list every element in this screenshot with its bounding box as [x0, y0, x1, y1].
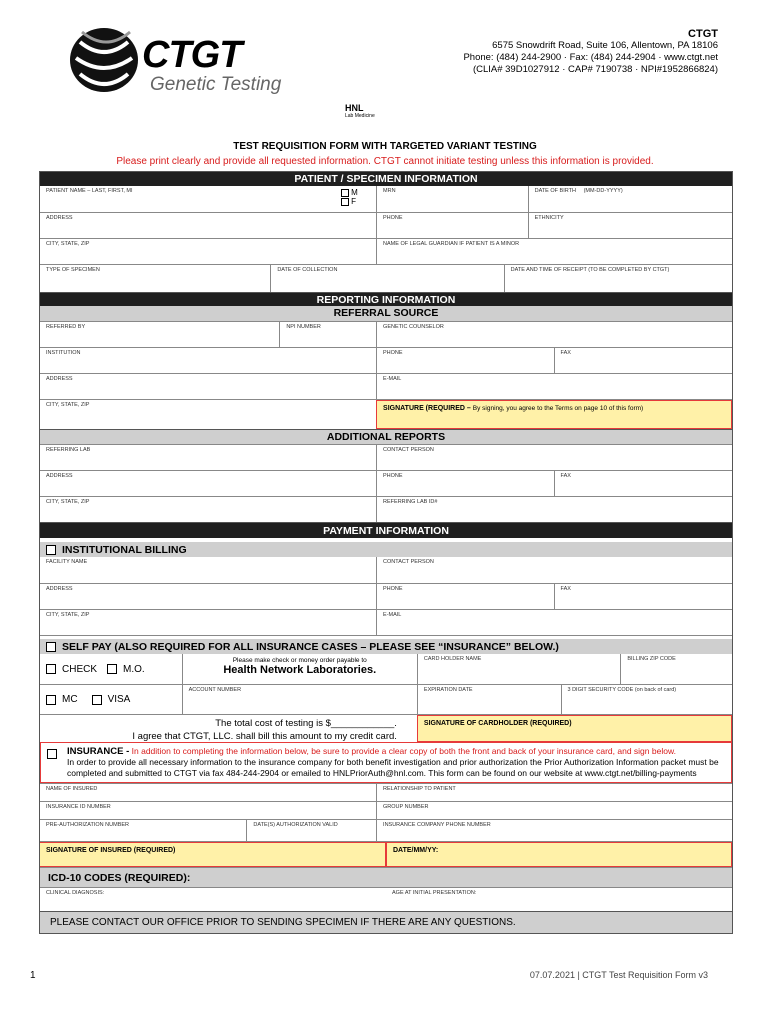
- relationship-field[interactable]: RELATIONSHIP TO PATIENT: [376, 784, 732, 801]
- auth-valid-dates-field[interactable]: DATE(S) AUTHORIZATION VALID: [246, 820, 376, 841]
- additional-row-1: [40, 444, 732, 470]
- mc-checkbox[interactable]: [46, 695, 56, 705]
- reporting-section-bar: REPORTING INFORMATION: [40, 292, 732, 306]
- hnl-logo: [345, 103, 375, 119]
- sex-m-option[interactable]: M: [341, 188, 374, 197]
- institutional-billing-label: INSTITUTIONAL BILLING: [62, 543, 187, 556]
- additional-row-2: [40, 470, 732, 496]
- self-pay-label: SELF PAY (ALSO REQUIRED FOR ALL INSURANCE CASES – PLEASE SEE “INSURANCE” BELOW.): [62, 640, 559, 653]
- payment-method-row-2: [40, 684, 732, 714]
- patient-row-3: [40, 238, 732, 264]
- insurance-row-3: [40, 819, 732, 841]
- page-number: 1: [30, 970, 36, 981]
- insurance-signature-row: [40, 841, 732, 867]
- account-number-field[interactable]: ACCOUNT NUMBER: [182, 685, 417, 714]
- facility-name-field[interactable]: FACILITY NAME: [46, 559, 88, 565]
- mo-option[interactable]: M.O.: [107, 664, 145, 675]
- additional-reports-bar: ADDITIONAL REPORTS: [40, 429, 732, 444]
- patient-csz-field[interactable]: CITY, STATE, ZIP: [46, 241, 90, 247]
- company-name: CTGT: [688, 28, 718, 40]
- payment-row-2: [40, 583, 732, 609]
- patient-phone-field[interactable]: PHONE: [376, 213, 528, 238]
- additional-contact-field[interactable]: CONTACT PERSON: [376, 445, 732, 470]
- payment-address-field[interactable]: ADDRESS: [46, 586, 73, 592]
- logo-subtitle: Genetic Testing: [150, 74, 282, 95]
- referral-fax-field[interactable]: FAX: [554, 348, 732, 373]
- insurance-row-1: [40, 783, 732, 801]
- patient-row-4: [40, 264, 732, 292]
- payment-contact-field[interactable]: CONTACT PERSON: [376, 557, 732, 583]
- self-pay-checkbox[interactable]: [46, 642, 56, 652]
- payment-section-bar: PAYMENT INFORMATION: [40, 522, 732, 538]
- referral-row-4: [40, 399, 732, 429]
- insurance-notice: [40, 742, 732, 783]
- mc-option[interactable]: MC: [46, 694, 78, 705]
- counselor-field[interactable]: GENETIC COUNSELOR: [376, 322, 732, 347]
- additional-fax-field[interactable]: FAX: [554, 471, 732, 496]
- npi-field[interactable]: NPI NUMBER: [279, 322, 376, 347]
- referral-signature-field[interactable]: SIGNATURE (REQUIRED – By signing, you agree to the Terms on page 10 of this form): [376, 400, 732, 429]
- receipt-date-field: DATE AND TIME OF RECEIPT (TO BE COMPLETED BY CTGT): [504, 265, 732, 292]
- contact-notice: PLEASE CONTACT OUR OFFICE PRIOR TO SENDING SPECIMEN IF THERE ARE ANY QUESTIONS.: [40, 911, 732, 933]
- payable-info: Please make check or money order payable to Health Network Laboratories.: [182, 654, 417, 684]
- sex-f-checkbox[interactable]: [341, 198, 349, 206]
- insured-signature-field[interactable]: SIGNATURE OF INSURED (REQUIRED): [40, 842, 386, 867]
- additional-csz-field[interactable]: CITY, STATE, ZIP: [46, 499, 90, 505]
- referral-email-field[interactable]: E-MAIL: [376, 374, 732, 399]
- insurance-warning: In addition to completing the information below, be sure to provide a clear copy of both the front and back of your insurance card, and sign below.: [129, 746, 676, 756]
- referral-row-2: [40, 347, 732, 373]
- insured-name-field[interactable]: NAME OF INSURED: [46, 786, 98, 792]
- insurance-row-2: [40, 801, 732, 819]
- group-number-field[interactable]: GROUP NUMBER: [376, 802, 732, 819]
- institutional-billing-header: [40, 542, 732, 557]
- self-pay-header: [40, 639, 732, 654]
- insurance-checkbox[interactable]: [47, 749, 57, 759]
- sex-f-option[interactable]: F: [341, 197, 374, 206]
- referral-source-bar: REFERRAL SOURCE: [40, 306, 732, 321]
- institutional-billing-checkbox[interactable]: [46, 545, 56, 555]
- payment-phone-field[interactable]: PHONE: [376, 584, 554, 609]
- mo-checkbox[interactable]: [107, 664, 117, 674]
- insurance-body: In order to provide all necessary information to the insurance company for both benefit investigation and prior authorization the Prior Authorization Information packet must be completed and submitted to CTGT via fax 484-244-2904 or emailed to HNLPriorAuth@hnl.com. This form can be found on our website at www.ctgt.net/billing-payments: [67, 757, 719, 778]
- agree-text: I agree that CTGT, LLC. shall bill this amount to my credit card.: [132, 731, 397, 742]
- referral-csz-field[interactable]: CITY, STATE, ZIP: [46, 402, 90, 408]
- dob-field[interactable]: DATE OF BIRTH (MM-DD-YYYY): [528, 186, 732, 212]
- icd-row: [40, 887, 732, 911]
- company-address: 6575 Snowdrift Road, Suite 106, Allentown, PA 18106: [492, 40, 718, 51]
- hnl-text: HNL: [345, 103, 364, 113]
- check-option[interactable]: CHECK: [46, 664, 97, 675]
- check-checkbox[interactable]: [46, 664, 56, 674]
- company-contact: [463, 28, 718, 76]
- collection-date-field[interactable]: DATE OF COLLECTION: [270, 265, 503, 292]
- form-title: TEST REQUISITION FORM WITH TARGETED VARIANT TESTING: [233, 141, 537, 152]
- security-code-field[interactable]: 3 DIGIT SECURITY CODE (on back of card): [561, 685, 733, 714]
- insurance-label: INSURANCE -: [67, 746, 130, 757]
- payment-method-row-1: [40, 654, 732, 684]
- payment-csz-field[interactable]: CITY, STATE, ZIP: [46, 612, 90, 618]
- sex-options: [339, 186, 376, 212]
- referring-lab-field[interactable]: REFERRING LAB: [46, 447, 91, 453]
- insurance-date-field[interactable]: DATE/MM/YY:: [386, 842, 732, 867]
- mrn-field[interactable]: MRN: [376, 186, 528, 212]
- guardian-field[interactable]: NAME OF LEGAL GUARDIAN IF PATIENT IS A MINOR: [376, 239, 732, 264]
- total-cost-text: The total cost of testing is $____________.: [215, 718, 397, 729]
- patient-row-2: [40, 212, 732, 238]
- ethnicity-field[interactable]: ETHNICITY: [528, 213, 732, 238]
- visa-checkbox[interactable]: [92, 695, 102, 705]
- payment-email-field[interactable]: E-MAIL: [376, 610, 732, 635]
- payable-name: Health Network Laboratories.: [223, 664, 377, 676]
- payment-cost-row: [40, 714, 732, 742]
- age-presentation-field[interactable]: AGE AT INITIAL PRESENTATION:: [392, 890, 477, 896]
- patient-address-field[interactable]: ADDRESS: [46, 215, 73, 221]
- patient-section-bar: PATIENT / SPECIMEN INFORMATION: [40, 172, 732, 186]
- institution-field[interactable]: INSTITUTION: [46, 350, 81, 356]
- logo-text: CTGT: [142, 34, 242, 76]
- insurance-phone-field[interactable]: INSURANCE COMPANY PHONE NUMBER: [376, 820, 732, 841]
- additional-row-3: [40, 496, 732, 522]
- insurance-id-field[interactable]: INSURANCE ID NUMBER: [46, 804, 111, 810]
- referring-lab-id-field[interactable]: REFERRING LAB ID#: [376, 497, 732, 522]
- card-holder-field[interactable]: CARD HOLDER NAME: [417, 654, 620, 684]
- cost-statement: [40, 715, 417, 742]
- referral-row-1: [40, 321, 732, 347]
- footer-text: 07.07.2021 | CTGT Test Requisition Form v3: [529, 970, 708, 980]
- preauth-number-field[interactable]: PRE-AUTHORIZATION NUMBER: [46, 822, 130, 828]
- form-subtitle: Please print clearly and provide all requested information. CTGT cannot initiate testing unless this information is provided.: [116, 156, 654, 167]
- company-phone-fax: Phone: (484) 244-2900 · Fax: (484) 244-2904 · www.ctgt.net: [463, 52, 718, 63]
- clinical-diagnosis-field[interactable]: CLINICAL DIAGNOSIS:: [46, 890, 105, 896]
- ctgt-logo: [62, 22, 302, 102]
- payment-row-1: [40, 557, 732, 583]
- specimen-type-field[interactable]: TYPE OF SPECIMEN: [46, 267, 100, 273]
- payment-row-3: [40, 609, 732, 635]
- additional-phone-field[interactable]: PHONE: [376, 471, 554, 496]
- sex-m-checkbox[interactable]: [341, 189, 349, 197]
- referral-phone-field[interactable]: PHONE: [376, 348, 554, 373]
- payment-fax-field[interactable]: FAX: [554, 584, 732, 609]
- visa-option[interactable]: VISA: [92, 694, 131, 705]
- referral-row-3: [40, 373, 732, 399]
- expiration-date-field[interactable]: EXPIRATION DATE: [417, 685, 561, 714]
- hnl-subtitle: Lab Medicine: [345, 113, 375, 119]
- referral-address-field[interactable]: ADDRESS: [46, 376, 73, 382]
- icd-codes-header: ICD-10 CODES (REQUIRED):: [40, 867, 732, 887]
- referred-by-field[interactable]: REFERRED BY: [46, 324, 86, 330]
- cardholder-signature-field[interactable]: SIGNATURE OF CARDHOLDER (REQUIRED): [417, 715, 732, 742]
- billing-zip-field[interactable]: BILLING ZIP CODE: [620, 654, 732, 684]
- company-ids: (CLIA# 39D1027912 · CAP# 7190738 · NPI#1952866824): [472, 64, 718, 75]
- patient-row-1: [40, 186, 732, 212]
- requisition-form: [39, 171, 733, 934]
- patient-name-field[interactable]: PATIENT NAME – LAST, FIRST, MI: [46, 188, 133, 194]
- additional-address-field[interactable]: ADDRESS: [46, 473, 73, 479]
